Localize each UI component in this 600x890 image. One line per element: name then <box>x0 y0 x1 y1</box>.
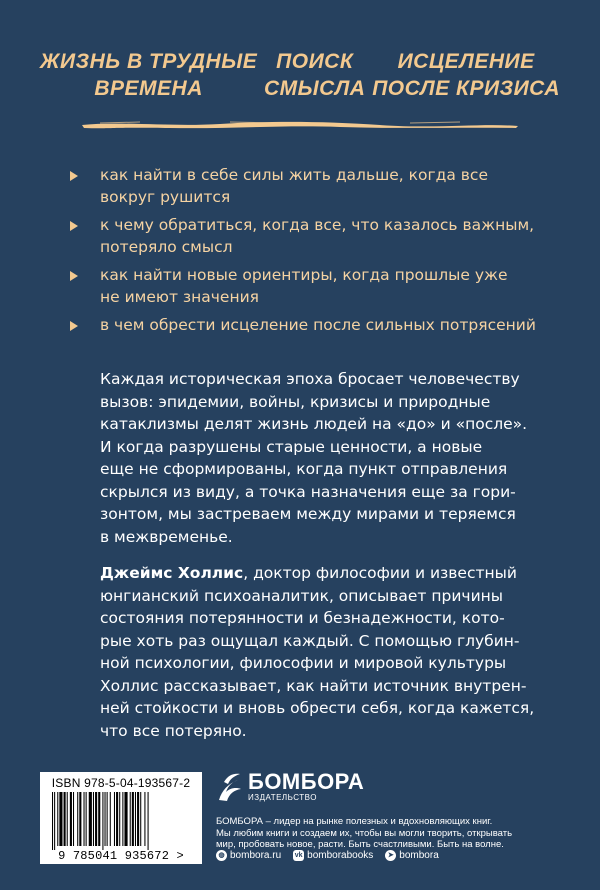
vk-icon: vk <box>294 852 303 859</box>
wave-logo-icon <box>216 770 244 804</box>
brush-stroke-divider <box>80 118 520 132</box>
publisher-tagline: БОМБОРА – лидер на рынке полезных и вдохновляющих книг. Мы любим книги и создаем их, чтобы вы могли творить, открывать мир, пробовать новое, расти. Быть счастливыми. Быть на волне. <box>216 816 513 850</box>
publisher-subtitle: ИЗДАТЕЛЬСТВО <box>248 793 317 802</box>
author-name: Джеймс Холлис <box>100 564 244 582</box>
social-website[interactable]: ◍ bombora.ru <box>216 850 281 861</box>
description-paragraph: Каждая историческая эпоха бросает человечеству вызов: эпидемии, войны, кризисы и природные катаклизмы делят жизнь людей на «до» и «после». И когда разрушены старые ценности, а новые еще не сформированы, когда пункт отправления скрылся из виду, а точка назначения еще за гори- зонтом, мы застреваем между мирами и теряемся в межвременье. <box>100 370 528 546</box>
list-item: как найти в себе силы жить дальше, когда все вокруг рушится <box>70 164 560 208</box>
list-item: к чему обратиться, когда все, что казалось важным, потеряло смысл <box>70 214 560 258</box>
social-vk[interactable]: vk bomborabooks <box>294 850 374 861</box>
list-item: как найти новые ориентиры, когда прошлые уже не имеют значения <box>70 264 560 308</box>
barcode-digits: 9 785041 935672 > <box>58 849 184 863</box>
barcode-block <box>40 772 202 864</box>
triangle-bullet-icon <box>70 321 78 331</box>
isbn-label: ISBN 978-5-04-193567-2 <box>51 776 191 790</box>
publisher-name: БОМБОРА <box>248 769 365 794</box>
theme-healing: ИСЦЕЛЕНИЕ ПОСЛЕ КРИЗИСА <box>372 50 560 100</box>
book-description <box>100 368 560 756</box>
triangle-bullet-icon <box>70 171 78 181</box>
theme-search-meaning: ПОИСК СМЫСЛА <box>264 50 366 100</box>
triangle-bullet-icon <box>70 221 78 231</box>
triangle-bullet-icon <box>70 271 78 281</box>
social-links <box>216 850 451 861</box>
social-telegram[interactable]: ➤ bombora <box>385 850 438 861</box>
list-item: в чем обрести исцеление после сильных потрясений <box>70 314 560 336</box>
telegram-icon: ➤ <box>385 850 396 861</box>
author-paragraph: Джеймс Холлис, доктор философии и известный юнгианский психоаналитик, описывает причины состояния потерянности и безнадежности, кото- рые хоть раз ощущал каждый. С помощью глубин- ной психологии, философии и мировой культуры Холлис рассказывает, как найти источник внутрен- ней стойкости и вновь обрести себя, когда кажется, что все потеряно. <box>100 564 535 740</box>
publisher-logo <box>216 770 364 804</box>
theme-hard-times: ЖИЗНЬ В ТРУДНЫЕ ВРЕМЕНА <box>40 50 258 100</box>
barcode-icon <box>48 792 194 850</box>
themes-header <box>40 48 560 102</box>
globe-icon: ◍ <box>216 850 227 861</box>
benefits-list <box>70 164 560 342</box>
